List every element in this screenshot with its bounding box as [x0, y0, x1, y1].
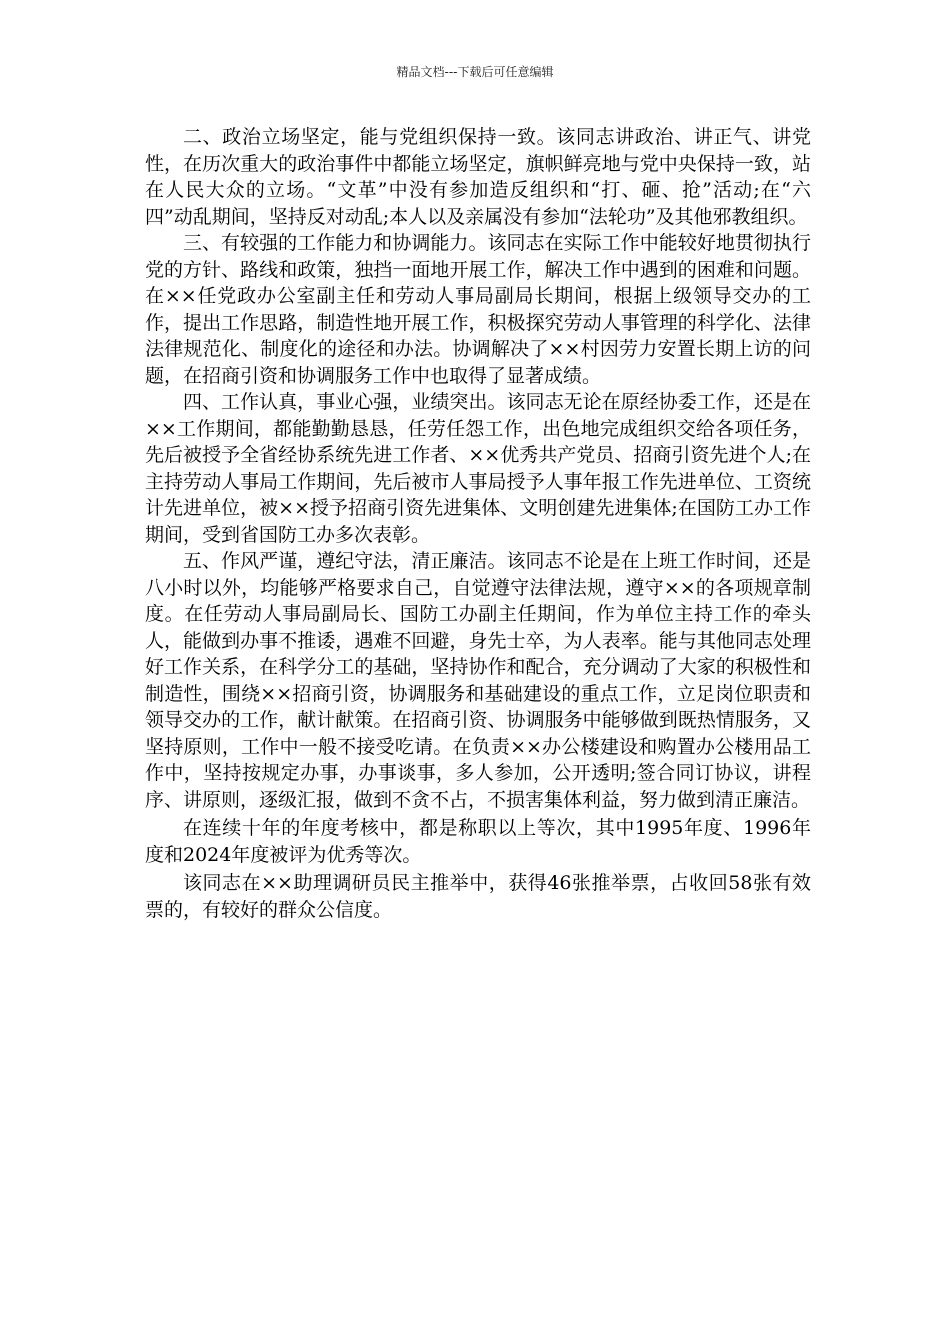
document-body [145, 124, 811, 925]
paragraph-work-ability: 三、有较强的工作能力和协调能力。该同志在实际工作中能较好地贯彻执行党的方针、路线和政策，独挡一面地开展工作，解决工作中遇到的困难和问题。在××任党政办公室副主任和劳动人事局副局长期间，根据上级领导交办的工作，提出工作思路，制造性地开展工作，积极探究劳动人事管理的科学化、法律法律规范化、制度化的途径和办法。协调解决了××村因劳力安置长期上访的问题，在招商引资和协调服务工作中也取得了显著成绩。 [145, 232, 811, 387]
paragraph-work-style: 五、作风严谨，遵纪守法，清正廉洁。该同志不论是在上班工作时间，还是八小时以外，均能够严格要求自己，自觉遵守法律法规，遵守××的各项规章制度。在任劳动人事局副局长、国防工办副主任期间，作为单位主持工作的牵头人，能做到办事不推诿，遇难不回避，身先士卒，为人表率。能与其他同志处理好工作关系，在科学分工的基础，坚持协作和配合，充分调动了大家的积极性和制造性，围绕××招商引资，协调服务和基础建设的重点工作，立足岗位职责和领导交办的工作，献计献策。在招商引资、协调服务中能够做到既热情服务，又坚持原则，工作中一般不接受吃请。在负责××办公楼建设和购置办公楼用品工作中，坚持按规定办事，办事谈事，多人参加，公开透明;签合同订协议，讲程序、讲原则，逐级汇报，做到不贪不占，不损害集体利益，努力做到清正廉洁。 [145, 550, 811, 811]
page-header: 精品文档---下载后可任意编辑 [396, 65, 554, 79]
paragraph-work-attitude: 四、工作认真，事业心强，业绩突出。该同志无论在原经协委工作，还是在××工作期间，都能勤勤恳恳，任劳任怨工作，出色地完成组织交给各项任务，先后被授予全省经协系统先进工作者、××优秀共产党员、招商引资先进个人;在主持劳动人事局工作期间，先后被市人事局授予人事年报工作先进单位、工资统计先进单位，被××授予招商引资先进集体、文明创建先进集体;在国防工办工作期间，受到省国防工办多次表彰。 [145, 391, 811, 546]
paragraph-annual-assessment: 在连续十年的年度考核中，都是称职以上等次，其中1995年度、1996年度和2024年度被评为优秀等次。 [145, 817, 811, 866]
paragraph-political-stance: 二、政治立场坚定，能与党组织保持一致。该同志讲政治、讲正气、讲党性，在历次重大的政治事件中都能立场坚定，旗帜鲜亮地与党中央保持一致，站在人民大众的立场。“文革”中没有参加造反组织和“打、砸、抢”活动;在“六四”动乱期间，坚持反对动乱;本人以及亲属没有参加“法轮功”及其他邪教组织。 [145, 126, 811, 228]
paragraph-recommendation-vote: 该同志在××助理调研员民主推举中，获得46张推举票，占收回58张有效票的，有较好的群众公信度。 [145, 872, 811, 921]
